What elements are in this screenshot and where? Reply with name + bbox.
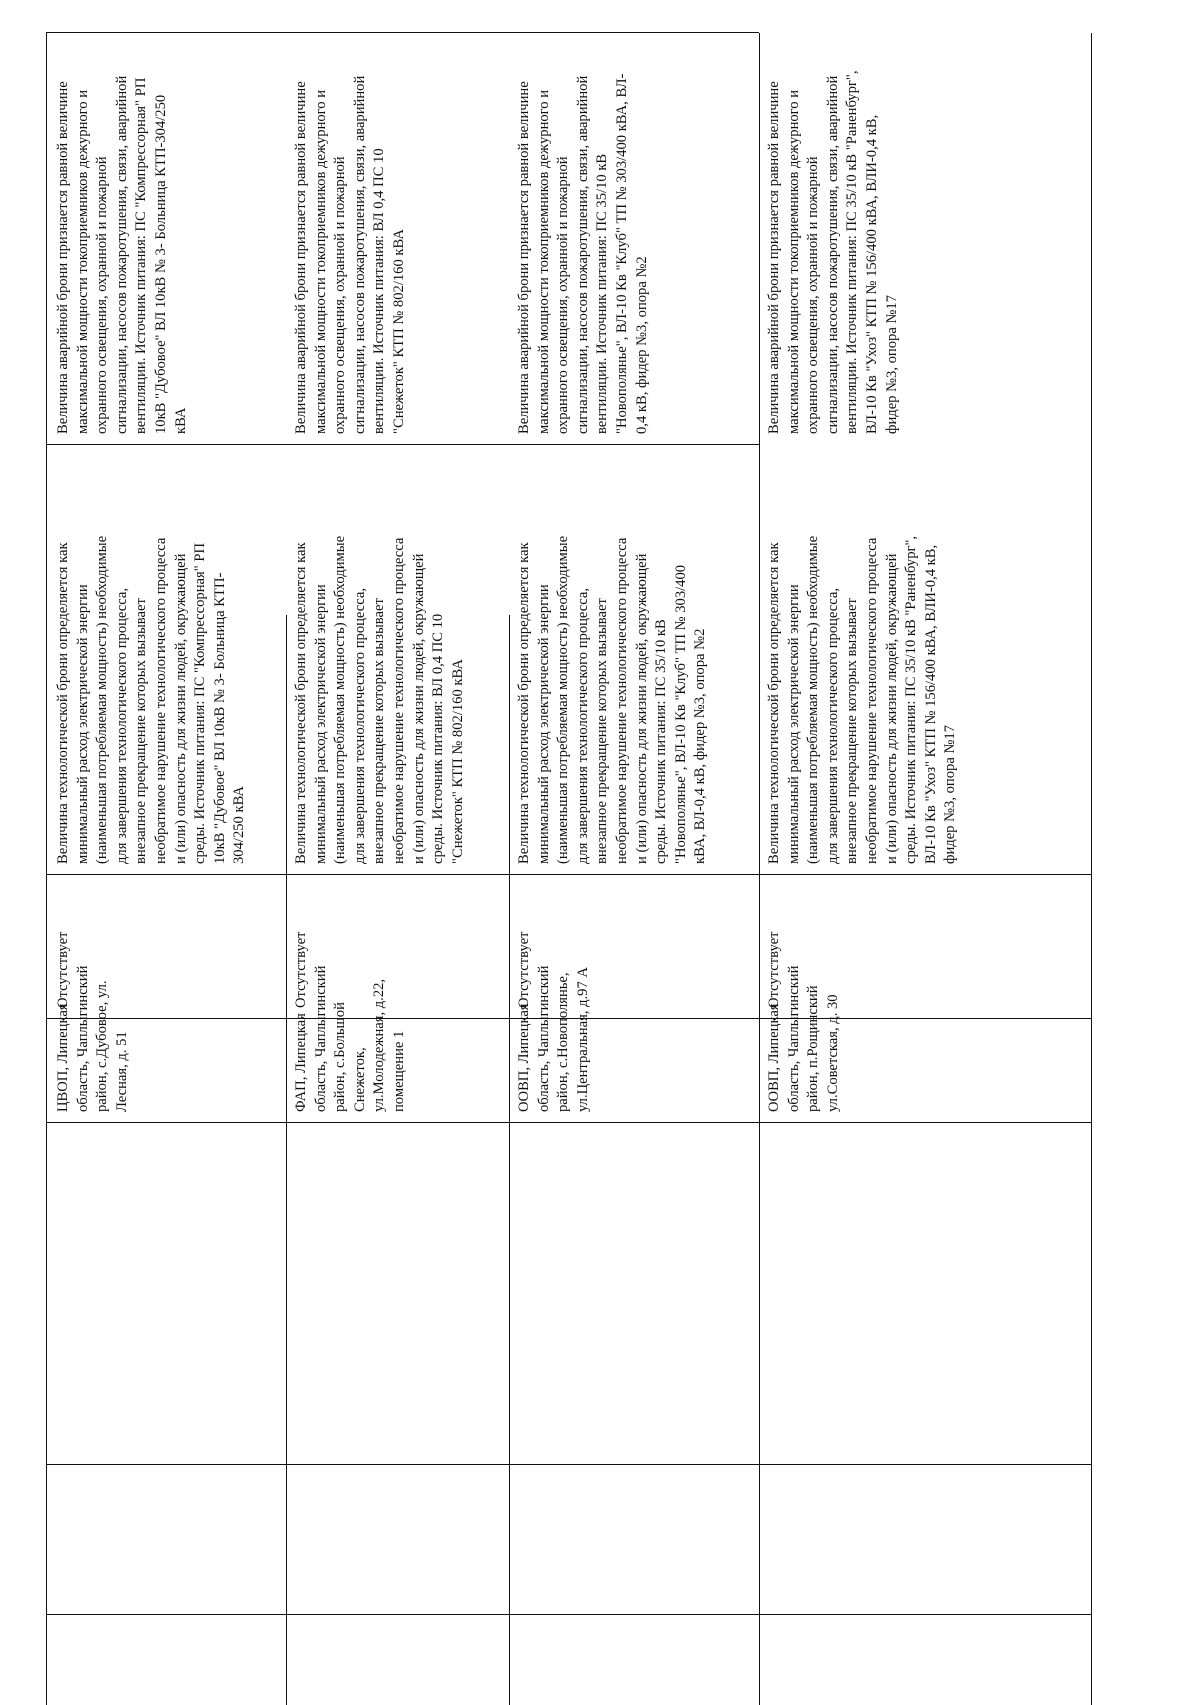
emergency-reserve-cell: Величина аварийной брони признается равной величине максимальной мощности токоприемников дежурного и охранного освещения, охранной и пожарной сигнализации, насосов пожаротушения, связи, аварийной вентиляции. Источник питания: ПС 35/10 кВ "Новополянье", ВЛ-10 Кв "Клуб" ТП № 303/400 кВА, ВЛ- 0,4 кВ, фидер №3, опора №2	[516, 73, 650, 434]
column-divider-object	[46, 1122, 1091, 1123]
table-border-left	[46, 33, 47, 1705]
table-grid	[46, 33, 1091, 1705]
technological-reserve-cell: Величина технологической брони определяется как минимальный расход электрической энергии (наименьшая потребляемая мощность) необходимые для завершения технологического процесса, внезапное прекращение которых вызывает необратимое нарушение технологического процесса и (или) опасность для жизни людей, окружающей среды. Источник питания: ПС 35/10 кВ "Раненбург", ВЛ-10 Кв "Ухоз" КТП № 156/400 кВА, ВЛИ-0,4 кВ, фидер №3, опора №17	[766, 535, 959, 864]
object-address-cell: ФАП, Липецкая область, Чаплыгинский район, с.Большой Снежеток, ул.Молодежная, д.22, помещение 1	[293, 965, 407, 1112]
reserve-cell: Отсутствует	[516, 931, 532, 1008]
row-divider-2	[509, 615, 510, 1705]
object-address-cell: ЦВОП, Липецкая область, Чаплыгинский район, с.Дубовое, ул. Лесная, д. 51	[55, 965, 130, 1112]
column-divider-blank	[46, 1464, 1091, 1465]
rotated-table	[46, 33, 1091, 1705]
column-divider-emergency	[46, 444, 759, 445]
reserve-cell: Отсутствует	[293, 931, 309, 1008]
emergency-reserve-cell: Величина аварийной брони признается равной величине максимальной мощности токоприемников дежурного и охранного освещения, охранной и пожарной сигнализации, насосов пожаротушения, связи, аварийной вентиляции. Источник питания: ВЛ 0,4 ПС 10 "Снежеток" КТП № 802/160 кВА	[293, 75, 407, 434]
emergency-reserve-cell: Величина аварийной брони признается равной величине максимальной мощности токоприемников дежурного и охранного освещения, охранной и пожарной сигнализации, насосов пожаротушения, связи, аварийной вентиляции. Источник питания: ПС 35/10 кВ "Раненбург", ВЛ-10 Кв "Ухоз" КТП № 156/400 кВА, ВЛИ-0,4 кВ, фидер №3, опора №17	[766, 70, 900, 434]
table-border-top	[46, 32, 759, 33]
object-address-cell: ООВП, Липецкая область, Чаплыгинский район, п.Рощинский ул.Советская, д. 30	[766, 965, 841, 1112]
object-address-cell: ООВП, Липецкая область, Чаплыгинский район, с.Новополянье, ул.Центральная, д.97 А	[516, 965, 591, 1112]
reserve-cell: Отсутствует	[55, 931, 71, 1008]
technological-reserve-cell: Величина технологической брони определяется как минимальный расход электрической энергии (наименьшая потребляемая мощность) необходимые для завершения технологического процесса, внезапное прекращение которых вызывает необратимое нарушение технологического процесса и (или) опасность для жизни людей, окружающей среды. Источник питания: ПС 35/10 кВ "Новополянье", ВЛ-10 Кв "Клуб" ТП № 303/400 кВА, ВЛ-0,4 кВ, фидер №3, опора №2	[516, 535, 709, 864]
column-divider-number	[46, 1614, 1091, 1615]
row-divider-1	[286, 615, 287, 1705]
column-divider-technological	[46, 874, 1091, 875]
technological-reserve-cell: Величина технологической брони определяется как минимальный расход электрической энергии (наименьшая потребляемая мощность) необходимые для завершения технологического процесса, внезапное прекращение которых вызывает необратимое нарушение технологического процесса и (или) опасность для жизни людей, окружающей среды. Источник питания: ВЛ 0,4 ПС 10 "Снежеток" КТП № 802/160 кВА	[293, 535, 466, 864]
row-divider-4	[1091, 33, 1092, 1705]
reserve-cell: Отсутствует	[766, 931, 782, 1008]
technological-reserve-cell: Величина технологической брони определяется как минимальный расход электрической энергии (наименьшая потребляемая мощность) необходимые для завершения технологического процесса, внезапное прекращение которых вызывает необратимое нарушение технологического процесса и (или) опасность для жизни людей, окружающей среды. Источник питания: ПС "Компрессорная" РП 10кВ "Дубовое" ВЛ 10кВ № 3- Больница КТП- 304/250 кВА	[55, 535, 248, 864]
row-divider-3	[759, 33, 760, 1705]
emergency-reserve-cell: Величина аварийной брони признается равной величине максимальной мощности токоприемников дежурного и охранного освещения, охранной и пожарной сигнализации, насосов пожаротушения, связи, аварийной вентиляции. Источник питания: ПС "Компрессорная" РП 10кВ "Дубовое" ВЛ 10кВ № 3- Больница КТП-304/250 кВА	[55, 75, 189, 434]
